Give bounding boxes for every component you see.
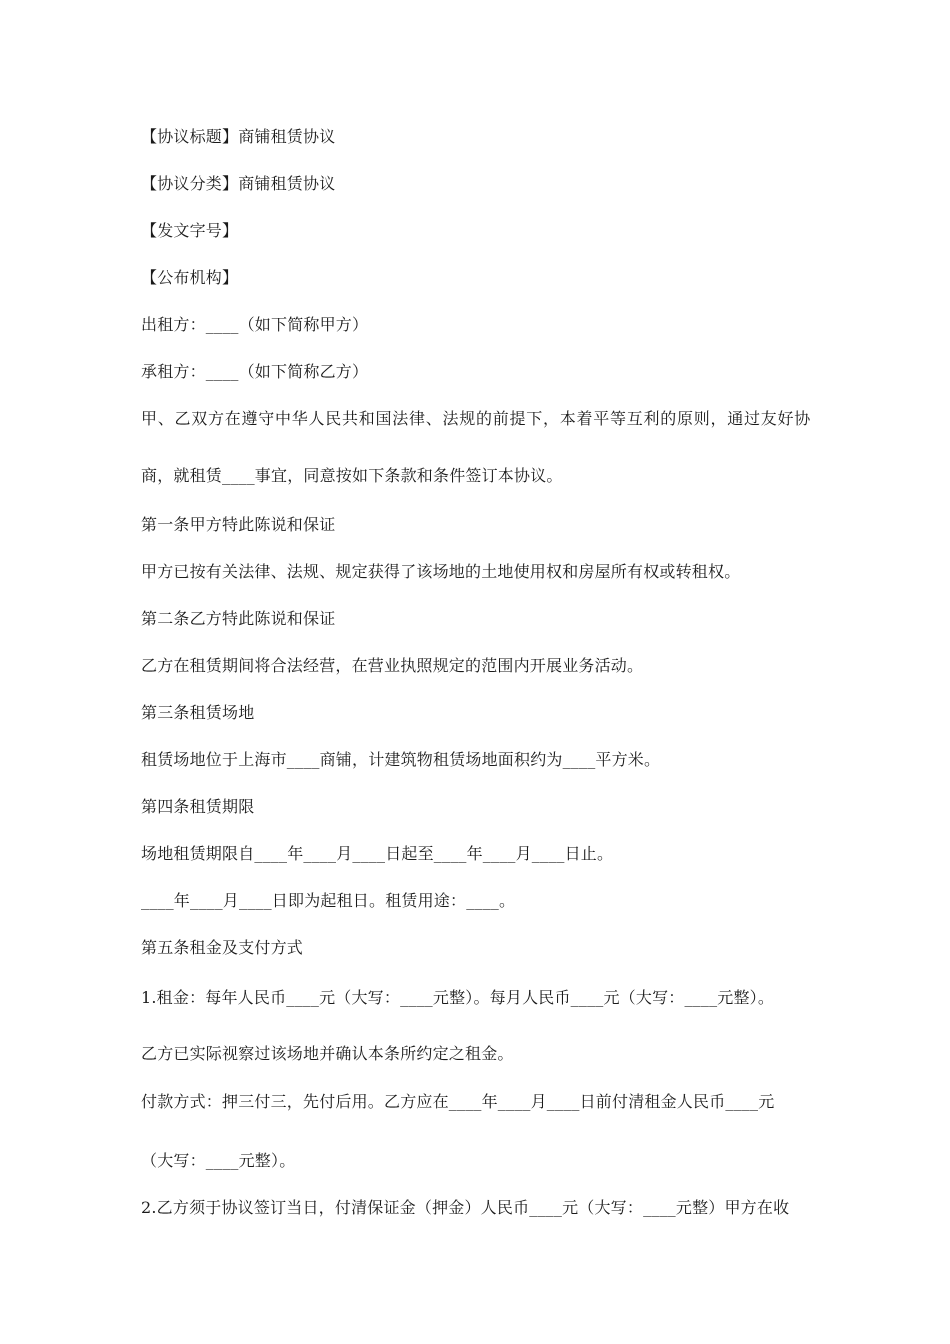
article-2-heading: 第二条乙方特此陈说和保证 <box>141 609 336 628</box>
article-4-term: 场地租赁期限自____年____月____日起至____年____月____日止。 <box>141 844 614 863</box>
article-5-deposit: 2.乙方须于协议签订当日，付清保证金（押金）人民币____元（大写：____元整）甲方在收 <box>141 1198 790 1217</box>
lessee-line: 承租方：____（如下简称乙方） <box>141 362 369 381</box>
article-1-heading: 第一条甲方特此陈说和保证 <box>141 515 336 534</box>
issuing-authority: 【公布机构】 <box>141 268 239 287</box>
document-number: 【发文字号】 <box>141 221 239 240</box>
agreement-category: 【协议分类】商铺租赁协议 <box>141 174 336 193</box>
article-5-rent: 1.租金：每年人民币____元（大写：____元整）。每月人民币____元（大写：____元整）。 <box>141 988 775 1007</box>
article-5-payment-line-2: （大写：____元整）。 <box>141 1151 296 1170</box>
article-1-body: 甲方已按有关法律、法规、规定获得了该场地的土地使用权和房屋所有权或转租权。 <box>141 562 741 581</box>
article-2-body: 乙方在租赁期间将合法经营，在营业执照规定的范围内开展业务活动。 <box>141 656 644 675</box>
article-4-start-date: ____年____月____日即为起租日。租赁用途：____。 <box>141 891 516 910</box>
article-5-heading: 第五条租金及支付方式 <box>141 938 304 957</box>
agreement-title: 【协议标题】商铺租赁协议 <box>141 127 336 146</box>
article-4-heading: 第四条租赁期限 <box>141 797 255 816</box>
lessor-line: 出租方：____（如下简称甲方） <box>141 315 369 334</box>
preamble-line-1: 甲、乙双方在遵守中华人民共和国法律、法规的前提下，本着平等互利的原则，通过友好协 <box>141 409 812 428</box>
article-5-payment-line-1: 付款方式：押三付三，先付后用。乙方应在____年____月____日前付清租金人民币____元 <box>141 1092 775 1111</box>
article-5-confirmation: 乙方已实际视察过该场地并确认本条所约定之租金。 <box>141 1044 514 1063</box>
article-3-heading: 第三条租赁场地 <box>141 703 255 722</box>
article-3-body: 租赁场地位于上海市____商铺，计建筑物租赁场地面积约为____平方米。 <box>141 750 661 769</box>
preamble-line-2: 商，就租赁____事宜，同意按如下条款和条件签订本协议。 <box>141 466 563 485</box>
